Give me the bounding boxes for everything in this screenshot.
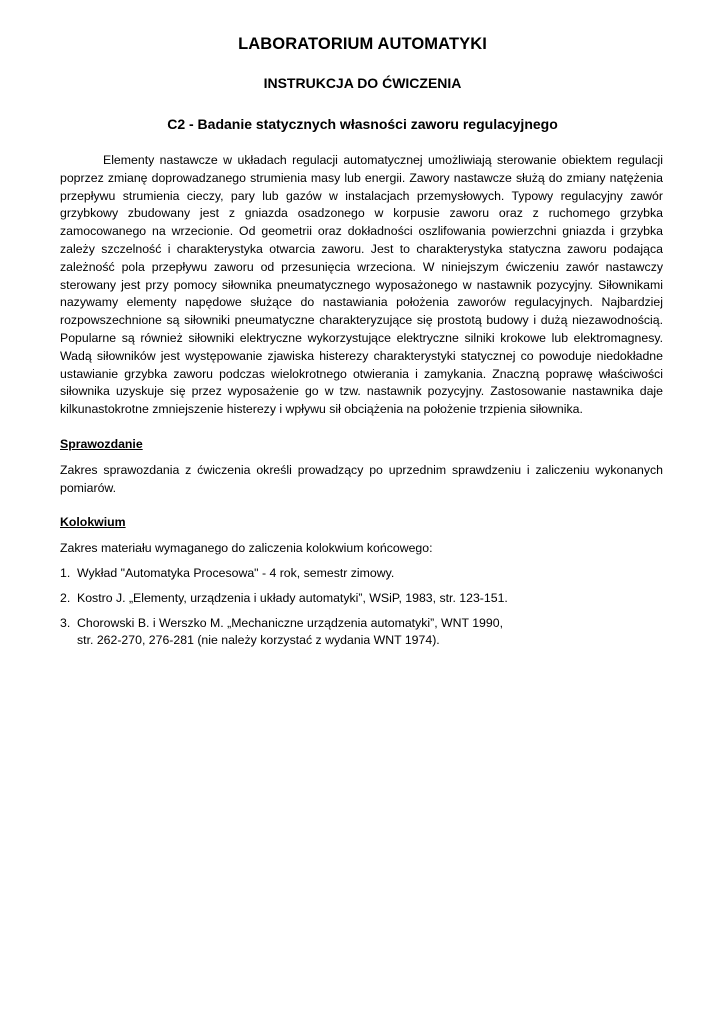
document-body — [60, 152, 663, 650]
list-item-text: Wykład "Automatyka Procesowa" - 4 rok, semestr zimowy. — [77, 565, 395, 580]
list-item-text-block — [77, 615, 663, 651]
list-item-text: Chorowski B. i Werszko M. „Mechaniczne urządzenia automatyki”, WNT 1990, — [77, 615, 503, 630]
list-item — [60, 615, 663, 651]
document-subtitle: INSTRUKCJA DO ĆWICZENIA — [263, 75, 462, 91]
list-item-text: Kostro J. „Elementy, urządzenia i układy automatyki”, WSiP, 1983, str. 123-151. — [77, 590, 508, 605]
list-item-number: 3. — [60, 615, 71, 630]
report-paragraph: Zakres sprawozdania z ćwiczenia określi prowadzący po uprzednim sprawdzeniu i zaliczeniu wykonanych pomiarów. — [60, 462, 663, 495]
document-title: LABORATORIUM AUTOMATYKI — [238, 35, 487, 53]
list-item — [60, 565, 663, 583]
list-item-text-continued: str. 262-270, 276-281 (nie należy korzystać z wydania WNT 1974). — [77, 633, 440, 648]
colloquium-heading: Kolokwium — [60, 515, 126, 530]
exercise-title: C2 - Badanie statycznych własności zaworu regulacyjnego — [167, 116, 558, 132]
report-heading: Sprawozdanie — [60, 436, 143, 451]
colloquium-intro: Zakres materiału wymaganego do zaliczenia kolokwium końcowego: — [60, 541, 433, 556]
literature-list — [60, 565, 663, 650]
intro-paragraph: Elementy nastawcze w układach regulacji automatycznej umożliwiają sterowanie obiektem regulacji poprzez zmianę doprowadzanego strumienia masy lub energii. Zawory nastawcze służą do zmiany natężenia przepływu strumienia cieczy, pary lub gazów w instalacjach przemysłowych. Typowy regulacyjny zawór grzybkowy zbudowany jest z gniazda osadzonego w korpusie zaworu oraz z ruchomego grzybka zamocowanego na wrzecionie. Od geometrii oraz dokładności oszlifowania powierzchni gniazda i grzybka zależy szczelność i charakterystyka otwarcia zaworu. Jest to charakterystyka statyczna zaworu podająca zależność pola przepływu zaworu od przesunięcia wrzeciona. W niniejszym ćwiczeniu zawór nastawczy sterowany jest przy pomocy siłownika pneumatycznego wyposażonego w nastawnik pozycyjny. Siłownikami nazywamy elementy napędowe służące do nastawiania położenia zaworów regulacyjnych. Najbardziej rozpowszechnione są siłowniki pneumatyczne charakteryzujące się prostotą budowy i dużą niezawodnością. Popularne są również siłowniki elektryczne wykorzystujące elektryczne silniki krokowe lub elektromagnesy. Wadą siłowników jest występowanie zjawiska histerezy charakterystyki statycznej co powoduje niedokładne ustawianie grzybka zaworu podczas wielokrotnego otwierania i zamykania. Znaczną poprawę właściwości siłownika uzyskuje się przez wyposażenie go w tzw. nastawnik pozycyjny. Zastosowanie nastawnika daje kilkunastokrotne zmniejszenie histerezy i wpływu sił obciążenia na położenie trzpienia siłownika. — [60, 153, 663, 417]
list-item-number: 1. — [60, 565, 71, 580]
list-item — [60, 590, 663, 608]
list-item-number: 2. — [60, 590, 71, 605]
